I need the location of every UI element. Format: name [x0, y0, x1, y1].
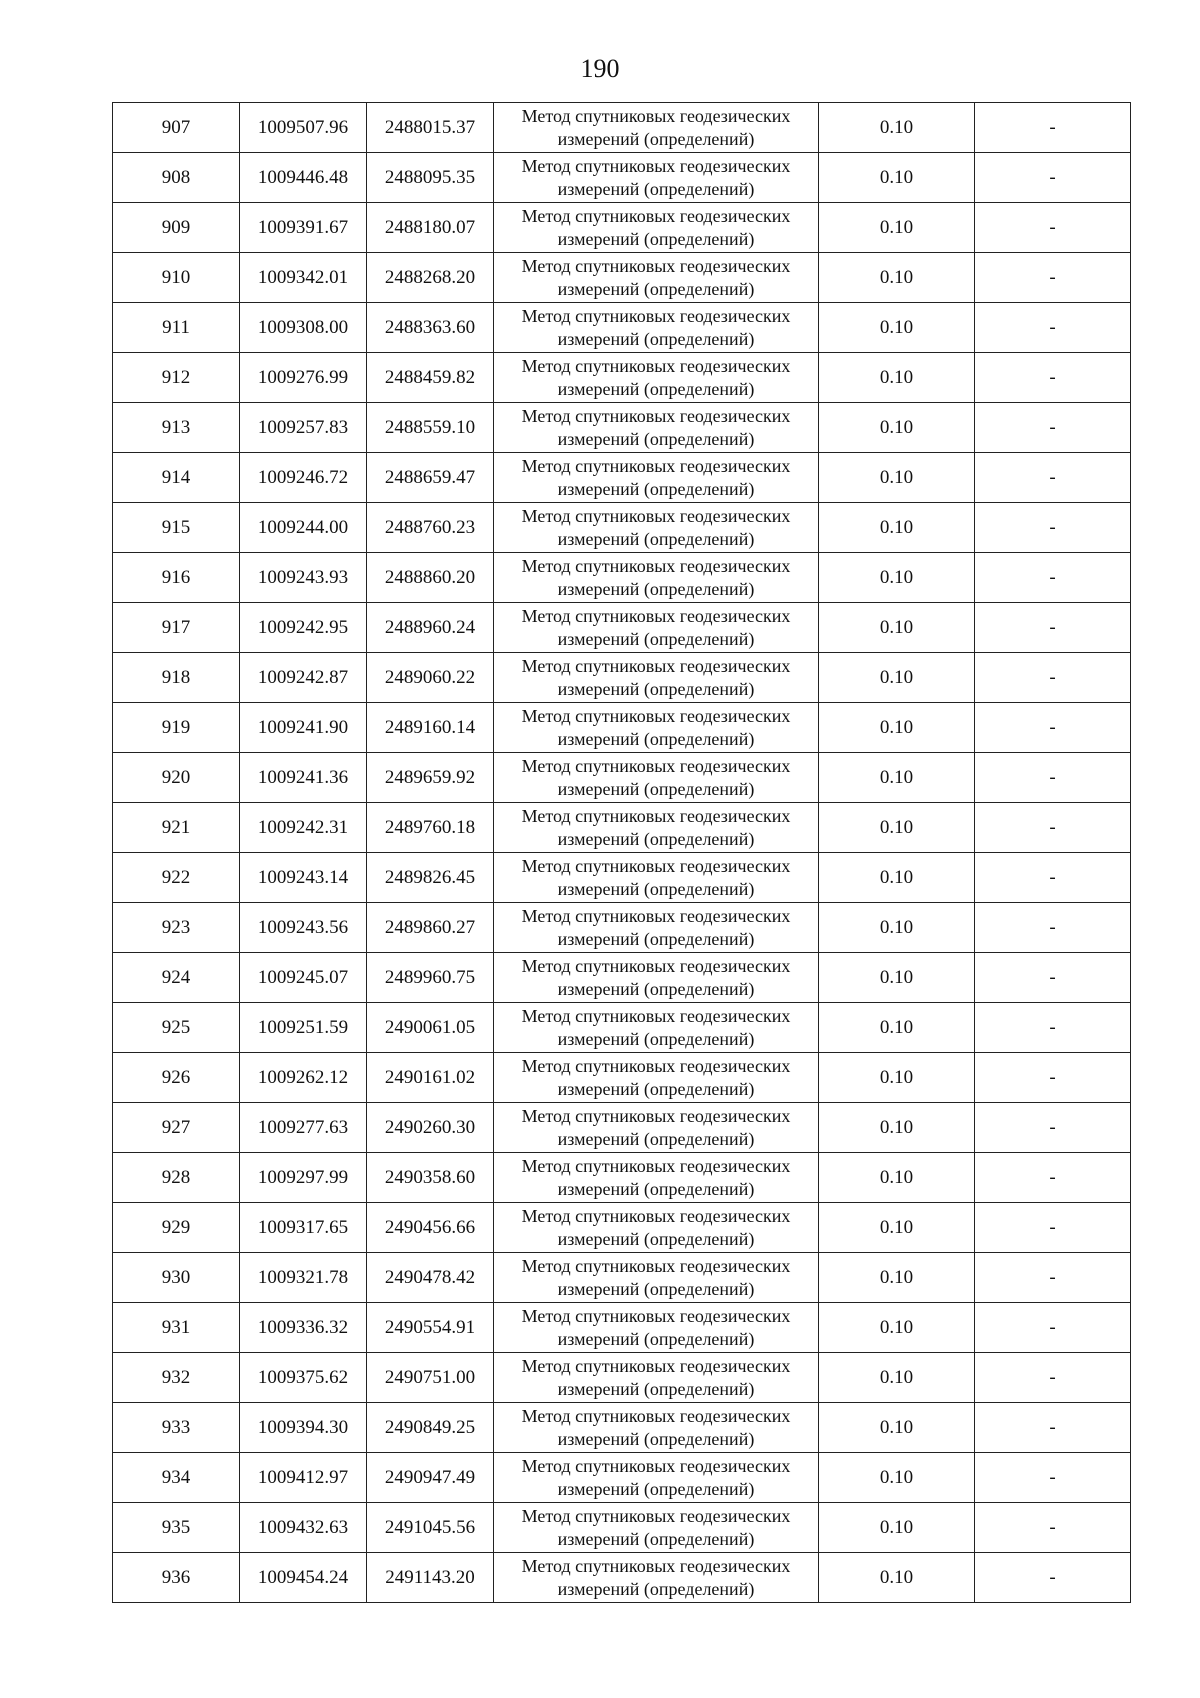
method-cell: Метод спутниковых геодезических измерений (определений) [494, 903, 819, 953]
extra-cell: - [975, 303, 1131, 353]
y-coordinate-cell: 2488760.23 [367, 503, 494, 553]
accuracy-cell: 0.10 [819, 1553, 975, 1603]
method-cell: Метод спутниковых геодезических измерений (определений) [494, 1253, 819, 1303]
accuracy-cell: 0.10 [819, 353, 975, 403]
y-coordinate-cell: 2488860.20 [367, 553, 494, 603]
table-row [113, 1003, 1131, 1053]
x-coordinate-cell: 1009432.63 [240, 1503, 367, 1553]
table-row [113, 453, 1131, 503]
point-number-cell: 928 [113, 1153, 240, 1203]
point-number-cell: 934 [113, 1453, 240, 1503]
method-cell: Метод спутниковых геодезических измерений (определений) [494, 1153, 819, 1203]
table-row [113, 1153, 1131, 1203]
method-cell: Метод спутниковых геодезических измерений (определений) [494, 153, 819, 203]
point-number-cell: 907 [113, 103, 240, 153]
y-coordinate-cell: 2490849.25 [367, 1403, 494, 1453]
x-coordinate-cell: 1009297.99 [240, 1153, 367, 1203]
y-coordinate-cell: 2491045.56 [367, 1503, 494, 1553]
table-row [113, 903, 1131, 953]
y-coordinate-cell: 2489760.18 [367, 803, 494, 853]
method-cell: Метод спутниковых геодезических измерений (определений) [494, 1453, 819, 1503]
method-cell: Метод спутниковых геодезических измерений (определений) [494, 353, 819, 403]
y-coordinate-cell: 2488459.82 [367, 353, 494, 403]
x-coordinate-cell: 1009241.90 [240, 703, 367, 753]
table-row [113, 153, 1131, 203]
method-cell: Метод спутниковых геодезических измерений (определений) [494, 603, 819, 653]
x-coordinate-cell: 1009244.00 [240, 503, 367, 553]
page-number: 190 [580, 54, 620, 83]
table-row [113, 503, 1131, 553]
x-coordinate-cell: 1009412.97 [240, 1453, 367, 1503]
extra-cell: - [975, 1303, 1131, 1353]
extra-cell: - [975, 1103, 1131, 1153]
extra-cell: - [975, 903, 1131, 953]
x-coordinate-cell: 1009241.36 [240, 753, 367, 803]
x-coordinate-cell: 1009243.14 [240, 853, 367, 903]
x-coordinate-cell: 1009394.30 [240, 1403, 367, 1453]
extra-cell: - [975, 1503, 1131, 1553]
x-coordinate-cell: 1009336.32 [240, 1303, 367, 1353]
extra-cell: - [975, 553, 1131, 603]
method-cell: Метод спутниковых геодезических измерений (определений) [494, 1053, 819, 1103]
table-row [113, 103, 1131, 153]
point-number-cell: 919 [113, 703, 240, 753]
point-number-cell: 912 [113, 353, 240, 403]
extra-cell: - [975, 703, 1131, 753]
y-coordinate-cell: 2489960.75 [367, 953, 494, 1003]
x-coordinate-cell: 1009242.31 [240, 803, 367, 853]
extra-cell: - [975, 503, 1131, 553]
y-coordinate-cell: 2490161.02 [367, 1053, 494, 1103]
extra-cell: - [975, 653, 1131, 703]
method-cell: Метод спутниковых геодезических измерений (определений) [494, 253, 819, 303]
point-number-cell: 929 [113, 1203, 240, 1253]
point-number-cell: 925 [113, 1003, 240, 1053]
accuracy-cell: 0.10 [819, 253, 975, 303]
method-cell: Метод спутниковых геодезических измерений (определений) [494, 1503, 819, 1553]
accuracy-cell: 0.10 [819, 1403, 975, 1453]
method-cell: Метод спутниковых геодезических измерений (определений) [494, 1353, 819, 1403]
method-cell: Метод спутниковых геодезических измерений (определений) [494, 403, 819, 453]
coordinates-table [112, 102, 1131, 1603]
table-row [113, 653, 1131, 703]
point-number-cell: 909 [113, 203, 240, 253]
accuracy-cell: 0.10 [819, 1053, 975, 1103]
accuracy-cell: 0.10 [819, 1203, 975, 1253]
y-coordinate-cell: 2489160.14 [367, 703, 494, 753]
y-coordinate-cell: 2491143.20 [367, 1553, 494, 1603]
extra-cell: - [975, 203, 1131, 253]
y-coordinate-cell: 2489860.27 [367, 903, 494, 953]
accuracy-cell: 0.10 [819, 953, 975, 1003]
x-coordinate-cell: 1009251.59 [240, 1003, 367, 1053]
table-row [113, 553, 1131, 603]
extra-cell: - [975, 153, 1131, 203]
table-row [113, 1303, 1131, 1353]
method-cell: Метод спутниковых геодезических измерений (определений) [494, 803, 819, 853]
y-coordinate-cell: 2490358.60 [367, 1153, 494, 1203]
extra-cell: - [975, 453, 1131, 503]
method-cell: Метод спутниковых геодезических измерений (определений) [494, 853, 819, 903]
point-number-cell: 915 [113, 503, 240, 553]
table-row [113, 1253, 1131, 1303]
accuracy-cell: 0.10 [819, 453, 975, 503]
y-coordinate-cell: 2490947.49 [367, 1453, 494, 1503]
x-coordinate-cell: 1009242.95 [240, 603, 367, 653]
point-number-cell: 918 [113, 653, 240, 703]
accuracy-cell: 0.10 [819, 153, 975, 203]
method-cell: Метод спутниковых геодезических измерений (определений) [494, 103, 819, 153]
y-coordinate-cell: 2490456.66 [367, 1203, 494, 1253]
extra-cell: - [975, 803, 1131, 853]
table-row [113, 403, 1131, 453]
extra-cell: - [975, 253, 1131, 303]
accuracy-cell: 0.10 [819, 303, 975, 353]
accuracy-cell: 0.10 [819, 103, 975, 153]
extra-cell: - [975, 403, 1131, 453]
point-number-cell: 908 [113, 153, 240, 203]
method-cell: Метод спутниковых геодезических измерений (определений) [494, 1303, 819, 1353]
extra-cell: - [975, 1453, 1131, 1503]
method-cell: Метод спутниковых геодезических измерений (определений) [494, 203, 819, 253]
x-coordinate-cell: 1009375.62 [240, 1353, 367, 1403]
y-coordinate-cell: 2489826.45 [367, 853, 494, 903]
point-number-cell: 924 [113, 953, 240, 1003]
extra-cell: - [975, 1053, 1131, 1103]
y-coordinate-cell: 2488095.35 [367, 153, 494, 203]
point-number-cell: 922 [113, 853, 240, 903]
accuracy-cell: 0.10 [819, 853, 975, 903]
extra-cell: - [975, 1403, 1131, 1453]
y-coordinate-cell: 2488268.20 [367, 253, 494, 303]
accuracy-cell: 0.10 [819, 653, 975, 703]
point-number-cell: 923 [113, 903, 240, 953]
accuracy-cell: 0.10 [819, 403, 975, 453]
table-row [113, 1053, 1131, 1103]
accuracy-cell: 0.10 [819, 603, 975, 653]
accuracy-cell: 0.10 [819, 1353, 975, 1403]
accuracy-cell: 0.10 [819, 1503, 975, 1553]
y-coordinate-cell: 2490061.05 [367, 1003, 494, 1053]
y-coordinate-cell: 2490478.42 [367, 1253, 494, 1303]
accuracy-cell: 0.10 [819, 803, 975, 853]
y-coordinate-cell: 2489659.92 [367, 753, 494, 803]
point-number-cell: 935 [113, 1503, 240, 1553]
accuracy-cell: 0.10 [819, 1103, 975, 1153]
method-cell: Метод спутниковых геодезических измерений (определений) [494, 1403, 819, 1453]
extra-cell: - [975, 1353, 1131, 1403]
table-row [113, 1403, 1131, 1453]
extra-cell: - [975, 953, 1131, 1003]
method-cell: Метод спутниковых геодезических измерений (определений) [494, 453, 819, 503]
x-coordinate-cell: 1009342.01 [240, 253, 367, 303]
extra-cell: - [975, 353, 1131, 403]
y-coordinate-cell: 2488015.37 [367, 103, 494, 153]
extra-cell: - [975, 1203, 1131, 1253]
method-cell: Метод спутниковых геодезических измерений (определений) [494, 653, 819, 703]
x-coordinate-cell: 1009242.87 [240, 653, 367, 703]
extra-cell: - [975, 753, 1131, 803]
x-coordinate-cell: 1009446.48 [240, 153, 367, 203]
x-coordinate-cell: 1009317.65 [240, 1203, 367, 1253]
x-coordinate-cell: 1009276.99 [240, 353, 367, 403]
accuracy-cell: 0.10 [819, 1253, 975, 1303]
table-row [113, 953, 1131, 1003]
x-coordinate-cell: 1009245.07 [240, 953, 367, 1003]
accuracy-cell: 0.10 [819, 1453, 975, 1503]
accuracy-cell: 0.10 [819, 203, 975, 253]
table-row [113, 353, 1131, 403]
y-coordinate-cell: 2489060.22 [367, 653, 494, 703]
x-coordinate-cell: 1009257.83 [240, 403, 367, 453]
extra-cell: - [975, 853, 1131, 903]
y-coordinate-cell: 2488363.60 [367, 303, 494, 353]
method-cell: Метод спутниковых геодезических измерений (определений) [494, 303, 819, 353]
table-row [113, 853, 1131, 903]
extra-cell: - [975, 603, 1131, 653]
point-number-cell: 933 [113, 1403, 240, 1453]
point-number-cell: 930 [113, 1253, 240, 1303]
extra-cell: - [975, 1253, 1131, 1303]
point-number-cell: 932 [113, 1353, 240, 1403]
table-body [113, 103, 1131, 1603]
table-row [113, 803, 1131, 853]
extra-cell: - [975, 1153, 1131, 1203]
table-row [113, 203, 1131, 253]
point-number-cell: 927 [113, 1103, 240, 1153]
table-row [113, 1203, 1131, 1253]
method-cell: Метод спутниковых геодезических измерений (определений) [494, 1553, 819, 1603]
point-number-cell: 910 [113, 253, 240, 303]
y-coordinate-cell: 2488559.10 [367, 403, 494, 453]
method-cell: Метод спутниковых геодезических измерений (определений) [494, 953, 819, 1003]
y-coordinate-cell: 2488960.24 [367, 603, 494, 653]
extra-cell: - [975, 1003, 1131, 1053]
point-number-cell: 911 [113, 303, 240, 353]
point-number-cell: 917 [113, 603, 240, 653]
method-cell: Метод спутниковых геодезических измерений (определений) [494, 553, 819, 603]
table-row [113, 603, 1131, 653]
table-row [113, 303, 1131, 353]
y-coordinate-cell: 2488659.47 [367, 453, 494, 503]
y-coordinate-cell: 2490554.91 [367, 1303, 494, 1353]
accuracy-cell: 0.10 [819, 1153, 975, 1203]
point-number-cell: 913 [113, 403, 240, 453]
accuracy-cell: 0.10 [819, 753, 975, 803]
x-coordinate-cell: 1009308.00 [240, 303, 367, 353]
method-cell: Метод спутниковых геодезических измерений (определений) [494, 503, 819, 553]
table-row [113, 1353, 1131, 1403]
method-cell: Метод спутниковых геодезических измерений (определений) [494, 703, 819, 753]
point-number-cell: 936 [113, 1553, 240, 1603]
extra-cell: - [975, 1553, 1131, 1603]
x-coordinate-cell: 1009246.72 [240, 453, 367, 503]
table-row [113, 253, 1131, 303]
x-coordinate-cell: 1009277.63 [240, 1103, 367, 1153]
method-cell: Метод спутниковых геодезических измерений (определений) [494, 1103, 819, 1153]
x-coordinate-cell: 1009454.24 [240, 1553, 367, 1603]
point-number-cell: 921 [113, 803, 240, 853]
x-coordinate-cell: 1009243.93 [240, 553, 367, 603]
accuracy-cell: 0.10 [819, 503, 975, 553]
table-row [113, 753, 1131, 803]
x-coordinate-cell: 1009391.67 [240, 203, 367, 253]
method-cell: Метод спутниковых геодезических измерений (определений) [494, 1203, 819, 1253]
point-number-cell: 916 [113, 553, 240, 603]
y-coordinate-cell: 2490751.00 [367, 1353, 494, 1403]
accuracy-cell: 0.10 [819, 1303, 975, 1353]
table-row [113, 703, 1131, 753]
point-number-cell: 931 [113, 1303, 240, 1353]
accuracy-cell: 0.10 [819, 1003, 975, 1053]
accuracy-cell: 0.10 [819, 903, 975, 953]
table-row [113, 1453, 1131, 1503]
x-coordinate-cell: 1009243.56 [240, 903, 367, 953]
table-row [113, 1103, 1131, 1153]
x-coordinate-cell: 1009321.78 [240, 1253, 367, 1303]
point-number-cell: 914 [113, 453, 240, 503]
accuracy-cell: 0.10 [819, 703, 975, 753]
y-coordinate-cell: 2488180.07 [367, 203, 494, 253]
x-coordinate-cell: 1009507.96 [240, 103, 367, 153]
point-number-cell: 926 [113, 1053, 240, 1103]
x-coordinate-cell: 1009262.12 [240, 1053, 367, 1103]
extra-cell: - [975, 103, 1131, 153]
y-coordinate-cell: 2490260.30 [367, 1103, 494, 1153]
method-cell: Метод спутниковых геодезических измерений (определений) [494, 1003, 819, 1053]
point-number-cell: 920 [113, 753, 240, 803]
table-row [113, 1553, 1131, 1603]
table-row [113, 1503, 1131, 1553]
accuracy-cell: 0.10 [819, 553, 975, 603]
method-cell: Метод спутниковых геодезических измерений (определений) [494, 753, 819, 803]
